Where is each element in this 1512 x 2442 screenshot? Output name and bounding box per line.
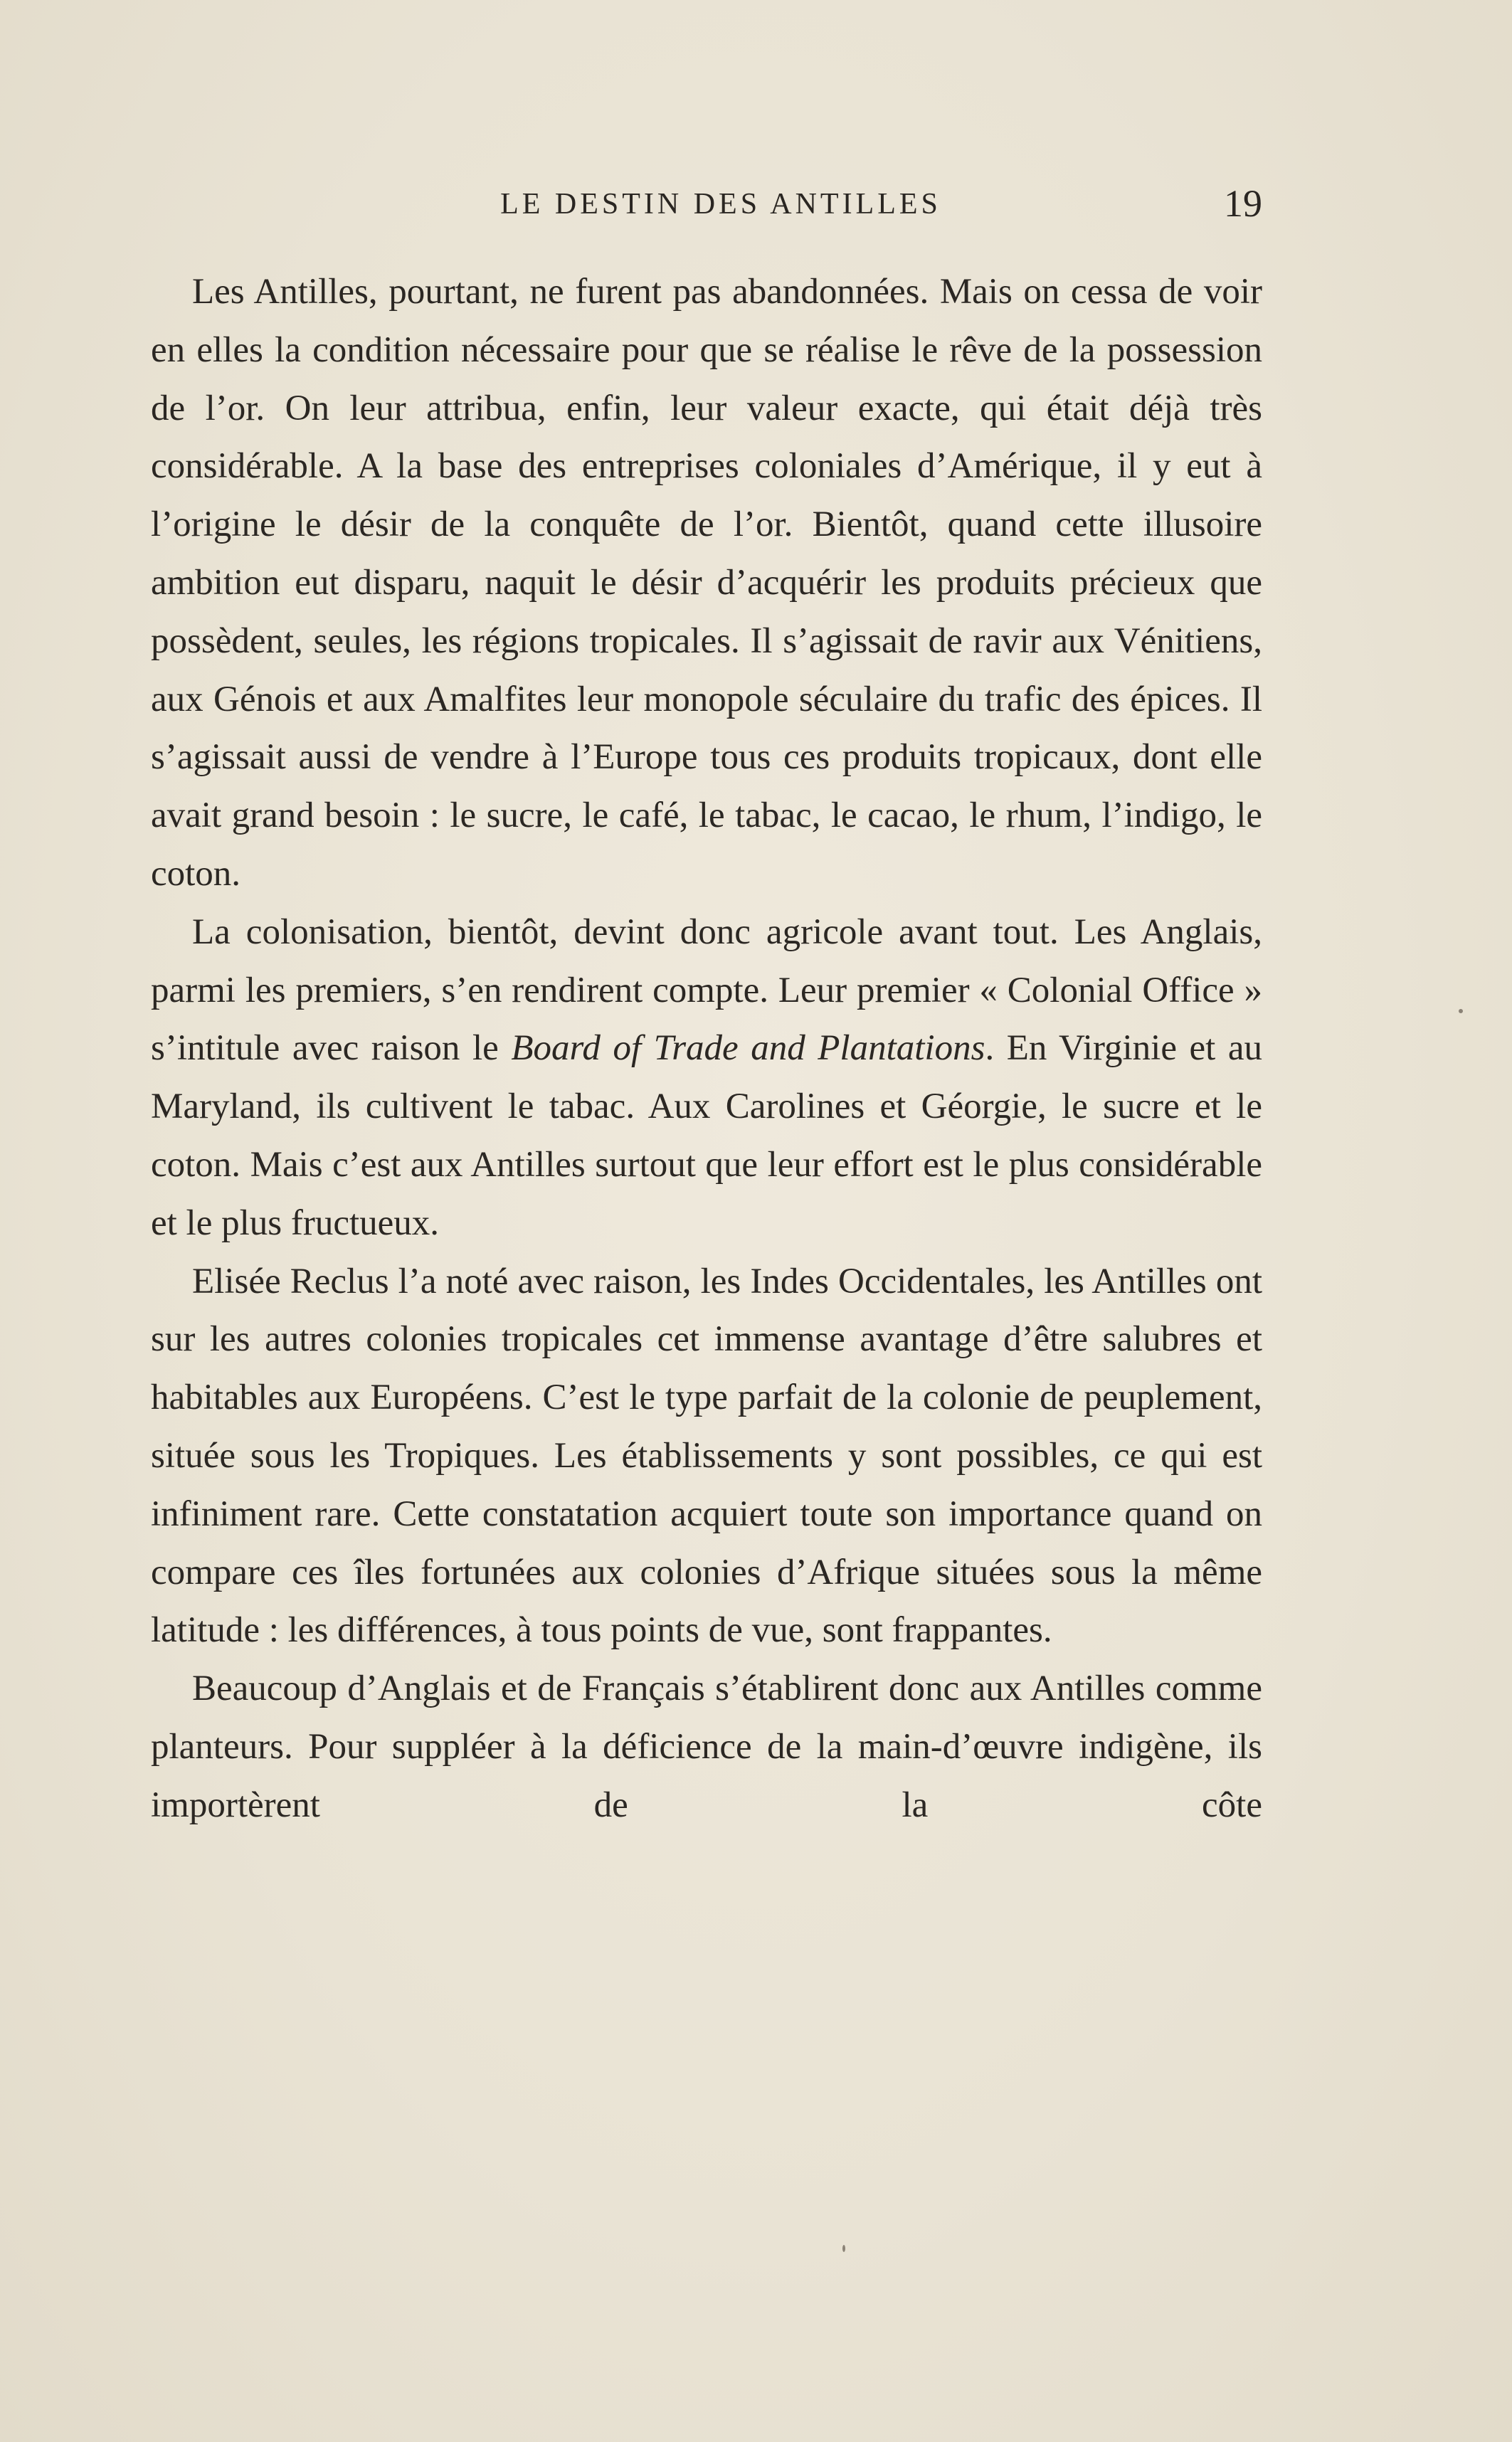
paragraph-text: Les Antilles, pourtant, ne furent pas abandonnées. Mais on cessa de voir en elles la condition nécessaire pour que se réalise le rêve de la possession de l’or. On leur attribua, enfin, leur valeur exacte, qui était déjà très considérable. A la base des entreprises coloniales d’Amérique, il y eut à l’origine le désir de la conquête de l’or. Bientôt, quand cette illusoire ambition eut disparu, naquit le désir d’acquérir les produits précieux que possèdent, seules, les régions tropicales. Il s’agissait de ravir aux Vénitiens, aux Génois et aux Amalfites leur monopole séculaire du trafic des épices. Il s’agissait aussi de vendre à l’Europe tous ces produits tropicaux, dont elle avait grand besoin : le sucre, le café, le tabac, le cacao, le rhum, l’indigo, le coton.	[151, 272, 1262, 894]
paragraph-1	[151, 263, 1262, 904]
paragraph-text: Elisée Reclus l’a noté avec raison, les Indes Occidentales, les Antilles ont sur les autres colonies tropicales cet immense avantage d’être salubres et habitables aux Européens. C’est le type parfait de la colonie de peuplement, située sous les Tropiques. Les établissements y sont possibles, ce qui est infiniment rare. Cette constatation acquiert toute son importance quand on compare ces îles fortunées aux colonies d’Afrique situées sous la même latitude : les différences, à tous points de vue, sont frappantes.	[151, 1261, 1262, 1651]
paper-speck	[1459, 1009, 1463, 1013]
paragraph-text: La colonisation, bientôt, devint donc agricole avant tout. Les Anglais, parmi les premiers, s’en rendirent compte. Leur premier « Colonial Office » s’intitule avec raison le	[151, 911, 1262, 1069]
page-number: 19	[1224, 182, 1262, 225]
body-text	[151, 263, 1262, 1835]
page-header	[151, 181, 1262, 238]
paper-speck	[842, 2245, 845, 2252]
paragraph-2	[151, 904, 1262, 1253]
paragraph-text: . En Virginie et au Maryland, ils cultivent le tabac. Aux Carolines et Géorgie, le sucre et le coton. Mais c’est aux Antilles surtout que leur effort est le plus considérable et le plus fructueux.	[151, 1028, 1262, 1243]
paragraph-3	[151, 1253, 1262, 1661]
paragraph-text: Beaucoup d’Anglais et de Français s’établirent donc aux Antilles comme planteurs. Pour suppléer à la déficience de la main-d’œuvre indigène, ils importèrent de la côte	[151, 1669, 1262, 1825]
running-title: LE DESTIN DES ANTILLES	[500, 188, 941, 221]
italic-title: Board of Trade and Plantations	[511, 1028, 985, 1069]
paragraph-4	[151, 1660, 1262, 1834]
